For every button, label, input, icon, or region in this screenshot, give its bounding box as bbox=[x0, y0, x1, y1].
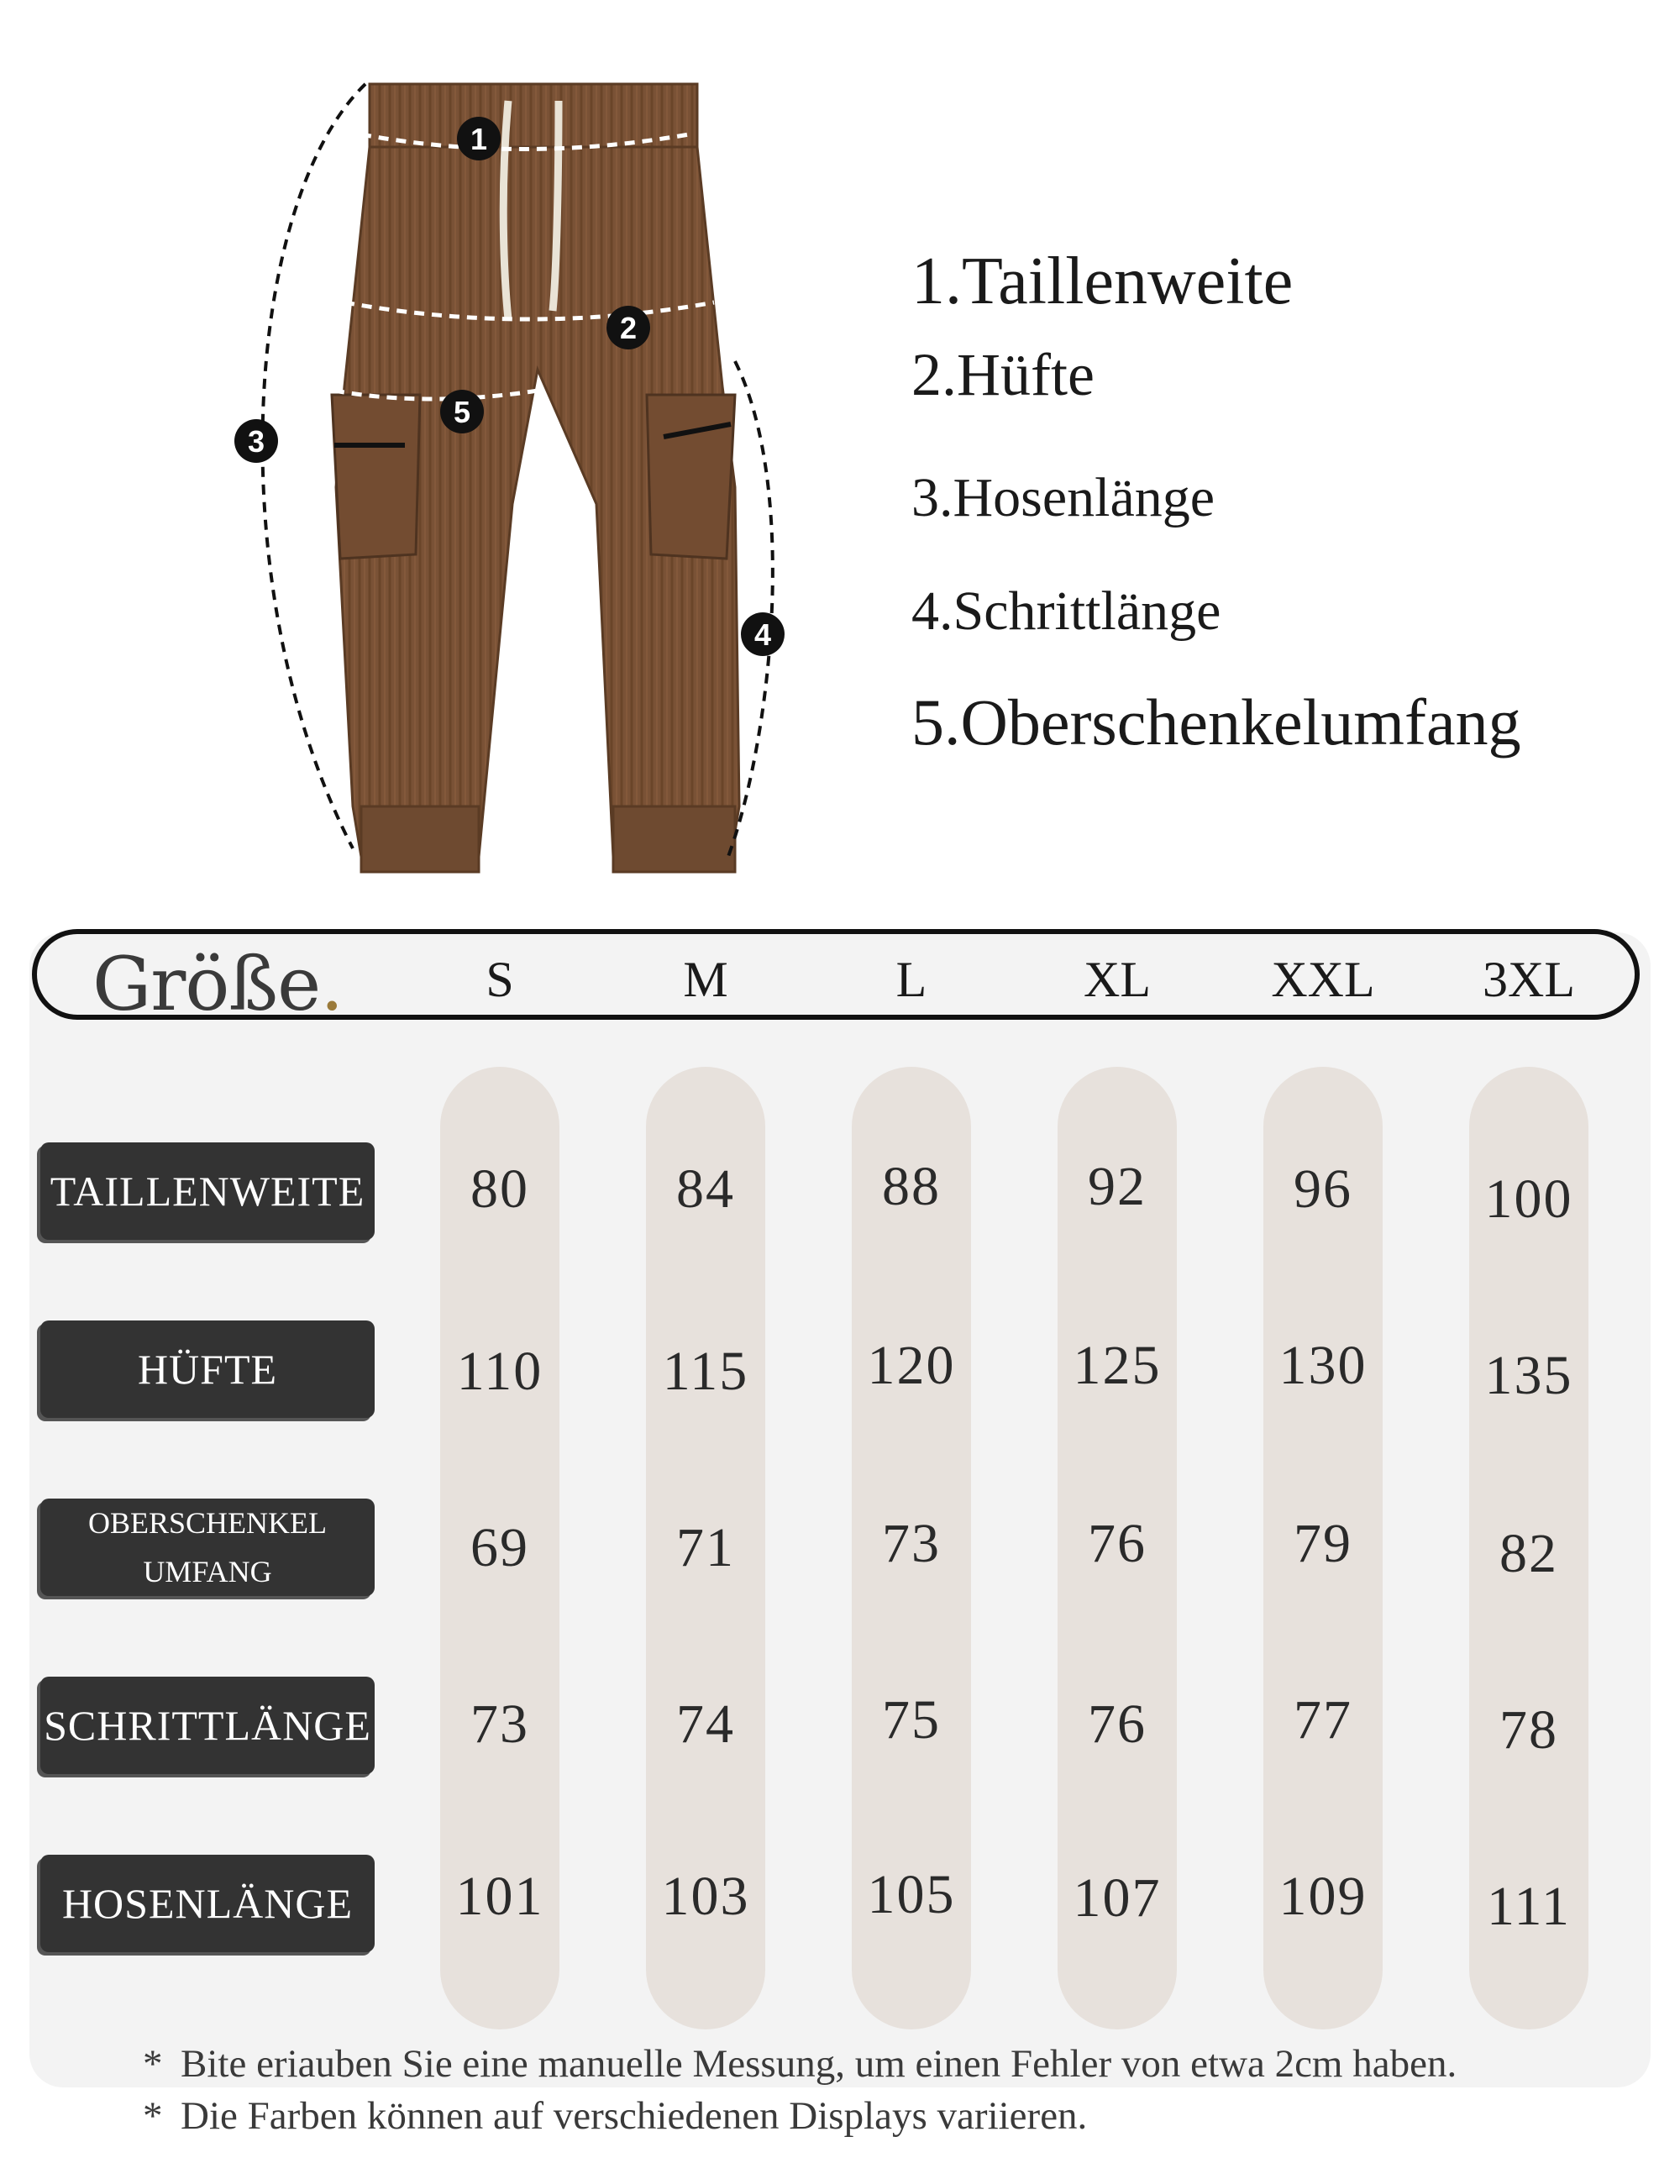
marker-1 bbox=[457, 117, 501, 160]
row-label-huefte: HÜFTE bbox=[40, 1320, 375, 1418]
marker-2 bbox=[606, 306, 650, 349]
table-cell: 100 bbox=[1484, 1168, 1573, 1230]
svg-text:4: 4 bbox=[753, 617, 772, 652]
table-cell: 109 bbox=[1278, 1866, 1368, 1927]
table-cell: 73 bbox=[882, 1513, 941, 1574]
table-cell: 76 bbox=[1088, 1693, 1147, 1755]
marker-3 bbox=[234, 419, 278, 463]
note-measurement: * Bite eriauben Sie eine manuelle Messung, um einen Fehler von etwa 2cm haben. bbox=[143, 2042, 1457, 2086]
table-cell: 88 bbox=[882, 1156, 941, 1217]
marker-5 bbox=[440, 390, 484, 433]
row-label-oberschenkelumfang: OBERSCHENKEL UMFANG bbox=[40, 1499, 375, 1596]
table-cell: 135 bbox=[1484, 1345, 1573, 1406]
table-cell: 69 bbox=[470, 1517, 529, 1578]
table-cell: 105 bbox=[867, 1864, 956, 1925]
table-cell: 77 bbox=[1294, 1689, 1352, 1751]
table-cell: 101 bbox=[455, 1866, 544, 1927]
table-cell: 76 bbox=[1088, 1513, 1147, 1574]
table-cell: 80 bbox=[470, 1158, 529, 1220]
row-label-schrittlaenge: SCHRITTLÄNGE bbox=[40, 1677, 375, 1774]
table-cell: 115 bbox=[662, 1341, 749, 1402]
size-header-l: L bbox=[895, 952, 927, 1007]
note-colors: * Die Farben können auf verschiedenen Displays variieren. bbox=[143, 2094, 1088, 2138]
table-cell: 79 bbox=[1294, 1513, 1352, 1574]
table-cell: 111 bbox=[1486, 1876, 1572, 1937]
size-header-3xl: 3XL bbox=[1483, 952, 1575, 1007]
table-cell: 74 bbox=[676, 1693, 735, 1755]
svg-text:1: 1 bbox=[470, 122, 488, 156]
table-cell: 103 bbox=[661, 1866, 750, 1927]
size-header-xxl: XXL bbox=[1271, 952, 1375, 1007]
size-header-m: M bbox=[683, 952, 728, 1007]
table-cell: 71 bbox=[676, 1517, 735, 1578]
legend-item-huefte: 2.Hüfte bbox=[911, 341, 1095, 408]
svg-text:5: 5 bbox=[453, 395, 471, 429]
svg-text:2: 2 bbox=[619, 311, 638, 345]
size-header-xl: XL bbox=[1084, 952, 1151, 1007]
table-cell: 110 bbox=[456, 1341, 543, 1402]
table-cell: 92 bbox=[1088, 1156, 1147, 1217]
size-table-title: Größe. bbox=[92, 941, 344, 1027]
row-label-hosenlaenge: HOSENLÄNGE bbox=[40, 1855, 375, 1952]
size-header-s: S bbox=[486, 952, 514, 1007]
legend-item-hosenlaenge: 3.Hosenlänge bbox=[911, 467, 1215, 528]
legend-item-schrittlaenge: 4.Schrittlänge bbox=[911, 580, 1221, 642]
svg-text:3: 3 bbox=[247, 424, 265, 459]
legend-item-taillenweite: 1.Taillenweite bbox=[911, 244, 1294, 318]
table-cell: 107 bbox=[1073, 1867, 1162, 1929]
table-cell: 96 bbox=[1294, 1158, 1352, 1220]
table-cell: 84 bbox=[676, 1158, 735, 1220]
table-cell: 82 bbox=[1499, 1523, 1558, 1584]
table-cell: 125 bbox=[1073, 1335, 1162, 1396]
row-label-taillenweite: TAILLENWEITE bbox=[40, 1142, 375, 1240]
table-cell: 73 bbox=[470, 1693, 529, 1755]
marker-4 bbox=[741, 612, 785, 656]
table-cell: 75 bbox=[882, 1689, 941, 1751]
table-cell: 130 bbox=[1278, 1335, 1368, 1396]
pants-illustration bbox=[227, 67, 832, 916]
table-cell: 78 bbox=[1499, 1699, 1558, 1761]
table-cell: 120 bbox=[867, 1335, 956, 1396]
legend-item-oberschenkelumfang: 5.Oberschenkelumfang bbox=[911, 685, 1521, 759]
